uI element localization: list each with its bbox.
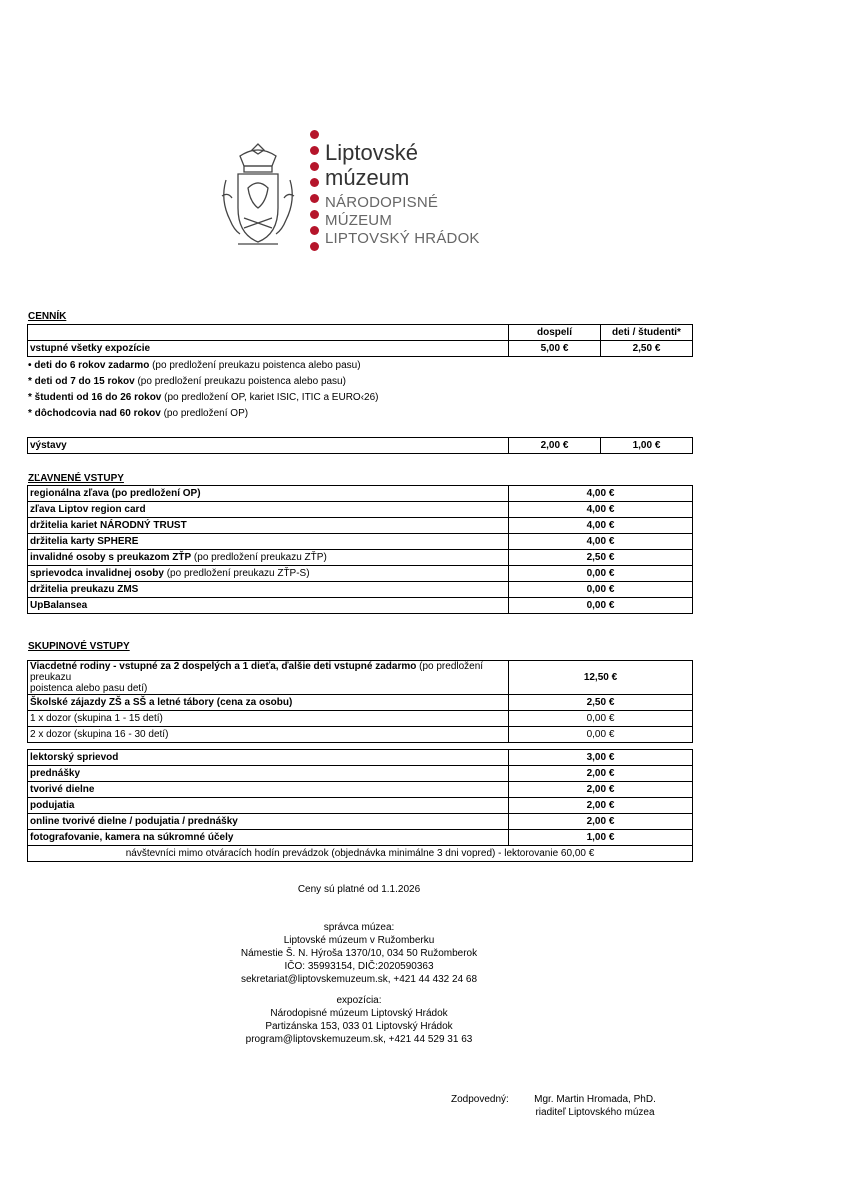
- row-price: 4,00 €: [509, 534, 693, 550]
- signature-role: riaditeľ Liptovského múzea: [535, 1107, 655, 1118]
- sluzby-table: [27, 749, 693, 862]
- expo-title: expozícia:: [336, 995, 382, 1006]
- price-children: 2,50 €: [601, 341, 693, 357]
- row-price: 0,00 €: [509, 566, 693, 582]
- signature-block: [530, 1093, 660, 1119]
- expo-contact: program@liptovskemuzeum.sk, +421 44 529 31 63: [245, 1034, 473, 1045]
- row-price: 0,00 €: [509, 598, 693, 614]
- validity-note: Ceny sú platné od 1.1.2026: [297, 884, 421, 895]
- row-price: 2,00 €: [509, 798, 693, 814]
- coat-of-arms-icon: [218, 140, 298, 260]
- logo-line-4: MÚZEUM: [325, 212, 393, 229]
- museum-logo: [218, 128, 478, 260]
- row-label: UpBalansea: [28, 598, 509, 614]
- table-row: [28, 486, 693, 502]
- row-price: 2,00 €: [509, 766, 693, 782]
- table-row: [28, 550, 693, 566]
- table-row: [28, 534, 693, 550]
- row-label: 1 x dozor (skupina 1 - 15 detí): [28, 711, 509, 727]
- family-label: Viacdetné rodiny - vstupné za 2 dospelých a 1 dieťa, ďalšie deti vstupné zadarmo (po predložení preukazu poistenca alebo pasu detí): [28, 661, 509, 695]
- row-label: výstavy: [28, 438, 509, 454]
- cennik-table: [27, 324, 693, 357]
- admin-contact: sekretariat@liptovskemuzeum.sk, +421 44 432 24 68: [240, 974, 478, 985]
- row-label: lektorský sprievod: [28, 750, 509, 766]
- table-row: [28, 325, 693, 341]
- row-price: 2,00 €: [509, 814, 693, 830]
- row-label: online tvorivé dielne / podujatia / prednášky: [28, 814, 509, 830]
- row-price: 3,00 €: [509, 750, 693, 766]
- skupinove-heading: SKUPINOVÉ VSTUPY: [28, 641, 130, 652]
- logo-line-3: NÁRODOPISNÉ: [325, 194, 439, 211]
- row-price: 0,00 €: [509, 582, 693, 598]
- table-row: [28, 582, 693, 598]
- expo-block: [0, 994, 718, 1046]
- row-label: fotografovanie, kamera na súkromné účely: [28, 830, 509, 846]
- row-label: držitelia kariet NÁRODNÝ TRUST: [28, 518, 509, 534]
- footer-note: návštevníci mimo otváracích hodín prevádzok (objednávka minimálne 3 dni vopred) - lektorovanie 60,00 €: [28, 846, 693, 862]
- table-row: [28, 782, 693, 798]
- zlavnene-heading: ZĽAVNENÉ VSTUPY: [28, 473, 124, 484]
- row-label: Školské zájazdy ZŠ a SŠ a letné tábory (cena za osobu): [28, 695, 509, 711]
- admin-block: [0, 921, 718, 986]
- table-row: [28, 341, 693, 357]
- row-label: regionálna zľava (po predložení OP): [28, 486, 509, 502]
- table-row: [28, 846, 693, 862]
- row-label: 2 x dozor (skupina 16 - 30 detí): [28, 727, 509, 743]
- table-row: [28, 598, 693, 614]
- table-row: [28, 438, 693, 454]
- price-adults: 2,00 €: [509, 438, 601, 454]
- price-adults: 5,00 €: [509, 341, 601, 357]
- table-row: [28, 711, 693, 727]
- table-row: [28, 750, 693, 766]
- table-row: [28, 727, 693, 743]
- cennik-heading: CENNÍK: [28, 311, 67, 322]
- admin-title: správca múzea:: [323, 922, 395, 933]
- note-line: * študenti od 16 do 26 rokov (po predložení OP, kariet ISIC, ITIC a EURO‹26): [28, 392, 379, 403]
- table-row: [28, 830, 693, 846]
- row-label: invalidné osoby s preukazom ZŤP (po predložení preukazu ZŤP): [28, 550, 509, 566]
- admin-address: Námestie Š. N. Hýroša 1370/10, 034 50 Ružomberok: [240, 948, 478, 959]
- logo-line-2: múzeum: [325, 165, 410, 190]
- note-line: * deti od 7 do 15 rokov (po predložení preukazu poistenca alebo pasu): [28, 376, 346, 387]
- row-label: podujatia: [28, 798, 509, 814]
- table-row: [28, 502, 693, 518]
- row-label: prednášky: [28, 766, 509, 782]
- row-label: vstupné všetky expozície: [28, 341, 509, 357]
- col-children-header: deti / študenti*: [601, 325, 693, 341]
- col-adults-header: dospelí: [509, 325, 601, 341]
- family-price: 12,50 €: [509, 661, 693, 695]
- note-line: • deti do 6 rokov zadarmo (po predložení preukazu poistenca alebo pasu): [28, 360, 361, 371]
- table-row: [28, 518, 693, 534]
- row-price: 2,50 €: [509, 695, 693, 711]
- zlavnene-table: [27, 485, 693, 614]
- table-row: [28, 814, 693, 830]
- admin-name: Liptovské múzeum v Ružomberku: [283, 935, 435, 946]
- signature-label: Zodpovedný:: [451, 1094, 509, 1105]
- row-label: zľava Liptov region card: [28, 502, 509, 518]
- row-price: 4,00 €: [509, 486, 693, 502]
- empty-cell: [28, 325, 509, 341]
- table-row: [28, 798, 693, 814]
- table-row: [28, 661, 693, 695]
- note-line: * dôchodcovia nad 60 rokov (po predložení OP): [28, 408, 249, 419]
- vystavy-table: [27, 437, 693, 454]
- row-label: tvorivé dielne: [28, 782, 509, 798]
- row-label: držitelia preukazu ZMS: [28, 582, 509, 598]
- logo-line-5: LIPTOVSKÝ HRÁDOK: [325, 230, 480, 247]
- row-price: 2,00 €: [509, 782, 693, 798]
- admin-ids: IČO: 35993154, DIČ:2020590363: [284, 961, 434, 972]
- table-row: [28, 695, 693, 711]
- row-price: 0,00 €: [509, 711, 693, 727]
- table-row: [28, 566, 693, 582]
- row-price: 4,00 €: [509, 518, 693, 534]
- expo-address: Partizánska 153, 033 01 Liptovský Hrádok: [265, 1021, 453, 1032]
- row-price: 4,00 €: [509, 502, 693, 518]
- expo-name: Národopisné múzeum Liptovský Hrádok: [270, 1008, 448, 1019]
- row-price: 2,50 €: [509, 550, 693, 566]
- price-children: 1,00 €: [601, 438, 693, 454]
- logo-line-1: Liptovské: [325, 140, 418, 165]
- signature-name: Mgr. Martin Hromada, PhD.: [534, 1094, 656, 1105]
- skupinove-table: [27, 660, 693, 743]
- table-row: [28, 766, 693, 782]
- row-price: 0,00 €: [509, 727, 693, 743]
- row-label: sprievodca invalidnej osoby (po predložení preukazu ZŤP-S): [28, 566, 509, 582]
- row-price: 1,00 €: [509, 830, 693, 846]
- row-label: držitelia karty SPHERE: [28, 534, 509, 550]
